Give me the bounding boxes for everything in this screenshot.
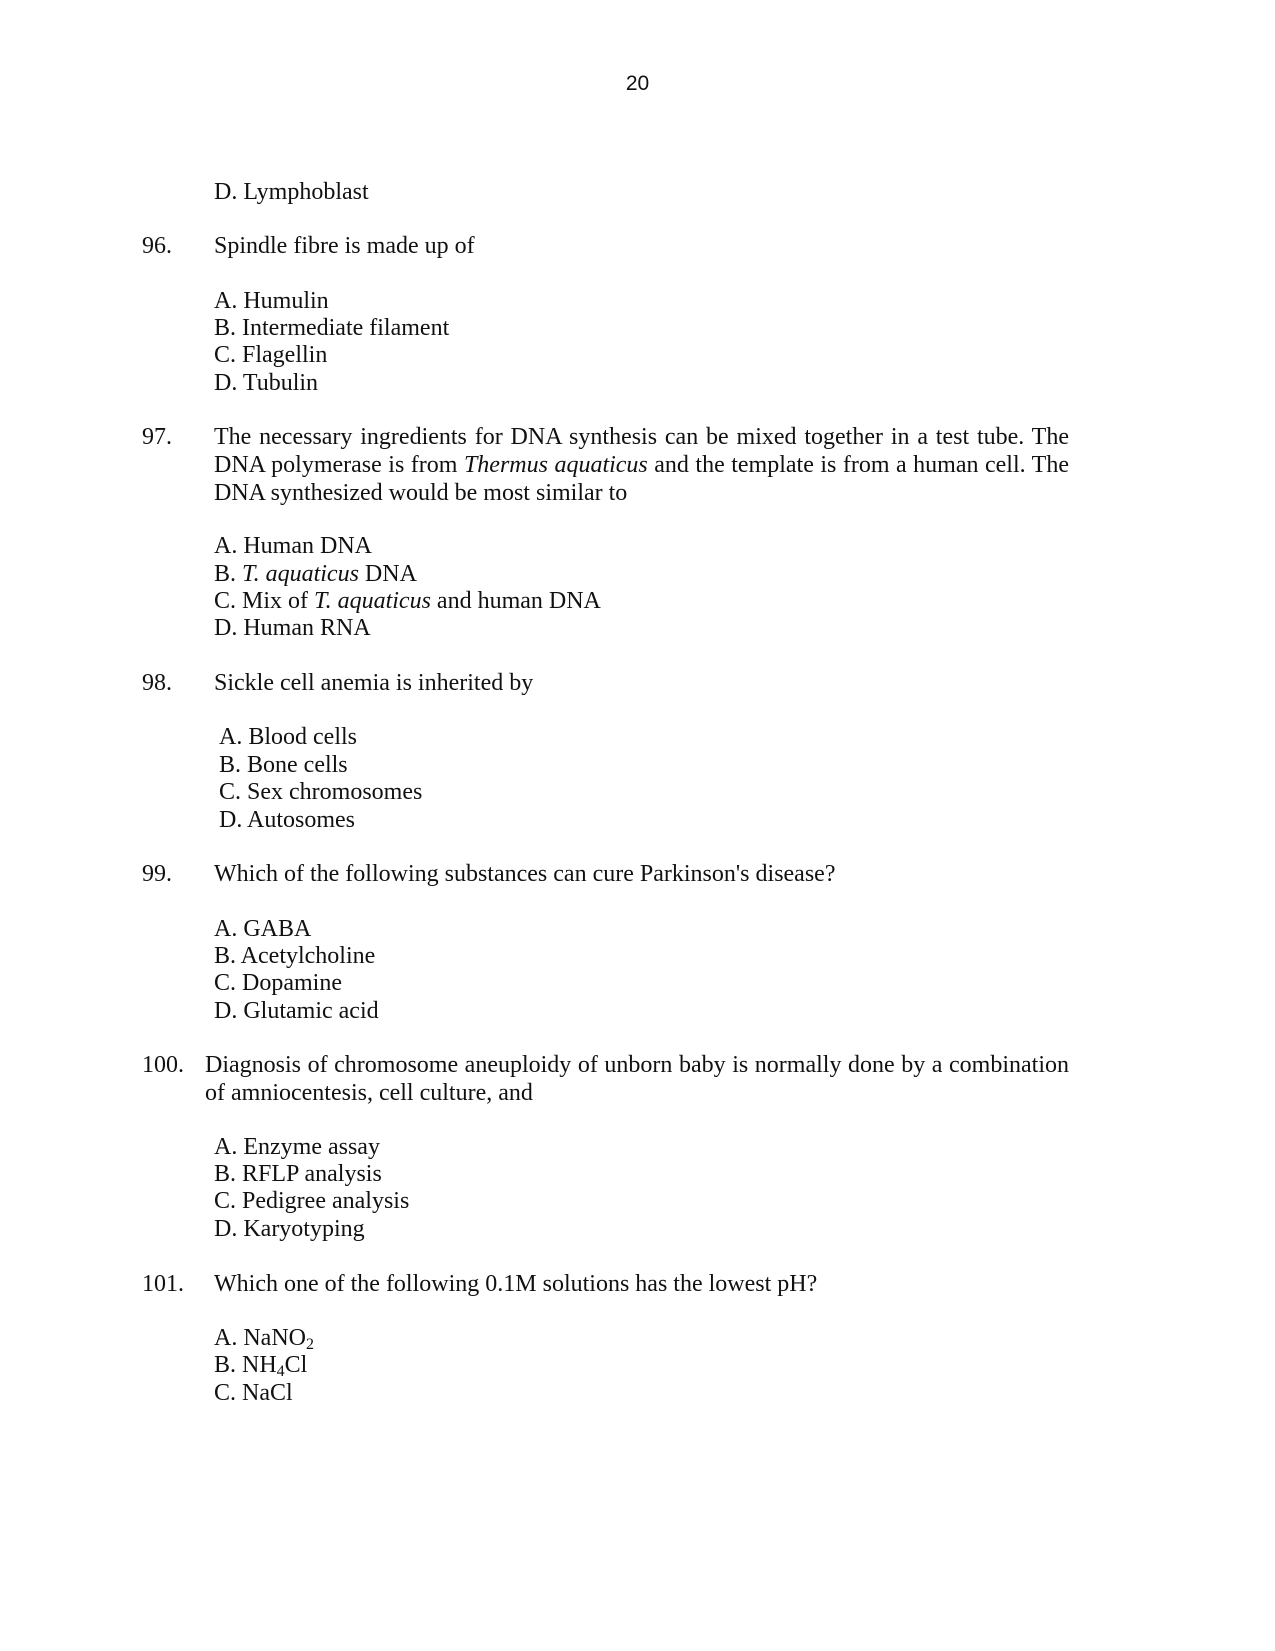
question-number: 96. [142,233,172,259]
option-c: C. Mix of T. aquaticus and human DNA [214,588,601,614]
option-c: C. NaCl [214,1380,293,1406]
option-d: D. Karyotyping [214,1216,365,1242]
page-number: 20 [625,72,650,95]
option-a: A. Humulin [214,288,329,314]
option-a: A. Blood cells [219,724,357,750]
subscript: 2 [305,1336,314,1353]
question-text: Spindle fibre is made up of [214,233,475,259]
option-b: B. Bone cells [219,752,348,778]
species-name: Thermus aquaticus [463,452,648,478]
question-text: Which one of the following 0.1M solutions has the lowest pH? [214,1271,818,1297]
question-line-3: DNA synthesized would be most similar to [214,480,628,506]
option-b: B. Acetylcholine [214,943,376,969]
subscript: 4 [276,1363,285,1380]
option-a: A. Enzyme assay [214,1134,380,1160]
option-b: B. T. aquaticus DNA [214,561,417,587]
question-text: Which of the following substances can cure Parkinson's disease? [214,861,836,887]
option-d: D. Human RNA [214,615,371,641]
option-b: B. Intermediate filament [214,315,450,341]
option-c: C. Pedigree analysis [214,1188,410,1214]
option-d: D. Autosomes [219,807,356,833]
question-line-2: of amniocentesis, cell culture, and [205,1080,533,1106]
question-number: 99. [142,861,172,887]
option-b: B. $NH_4Cl$ [214,1352,308,1380]
option-a: A. GABA [214,916,312,942]
carryover-option-d: D. Lymphoblast [214,179,369,205]
question-line-1: The necessary ingredients for DNA synthesis can be mixed together in a test tube. The [214,424,1069,450]
option-c: C. Dopamine [214,970,342,996]
option-c: C. Sex chromosomes [219,779,423,805]
option-b: B. RFLP analysis [214,1161,382,1187]
question-line-1: Diagnosis of chromosome aneuploidy of unborn baby is normally done by a combination [205,1052,1069,1078]
option-d: D. Glutamic acid [214,998,379,1024]
question-text [205,1051,1069,1107]
question-line-2: DNA polymerase is from Thermus aquaticus and the template is from a human cell. The [214,452,1069,478]
question-text: Sickle cell anemia is inherited by [214,670,534,696]
question-number: 97. [142,424,172,450]
option-a: A. Human DNA [214,533,372,559]
question-number: 100. [142,1052,184,1078]
species-name: T. aquaticus [242,561,359,587]
option-d: D. Tubulin [214,370,319,396]
question-text [214,423,1069,507]
option-a: A. NaNO$_2$ [214,1325,314,1353]
question-number: 98. [142,670,172,696]
species-name: T. aquaticus [314,588,431,614]
question-number: 101. [142,1271,184,1297]
option-c: C. Flagellin [214,342,328,368]
